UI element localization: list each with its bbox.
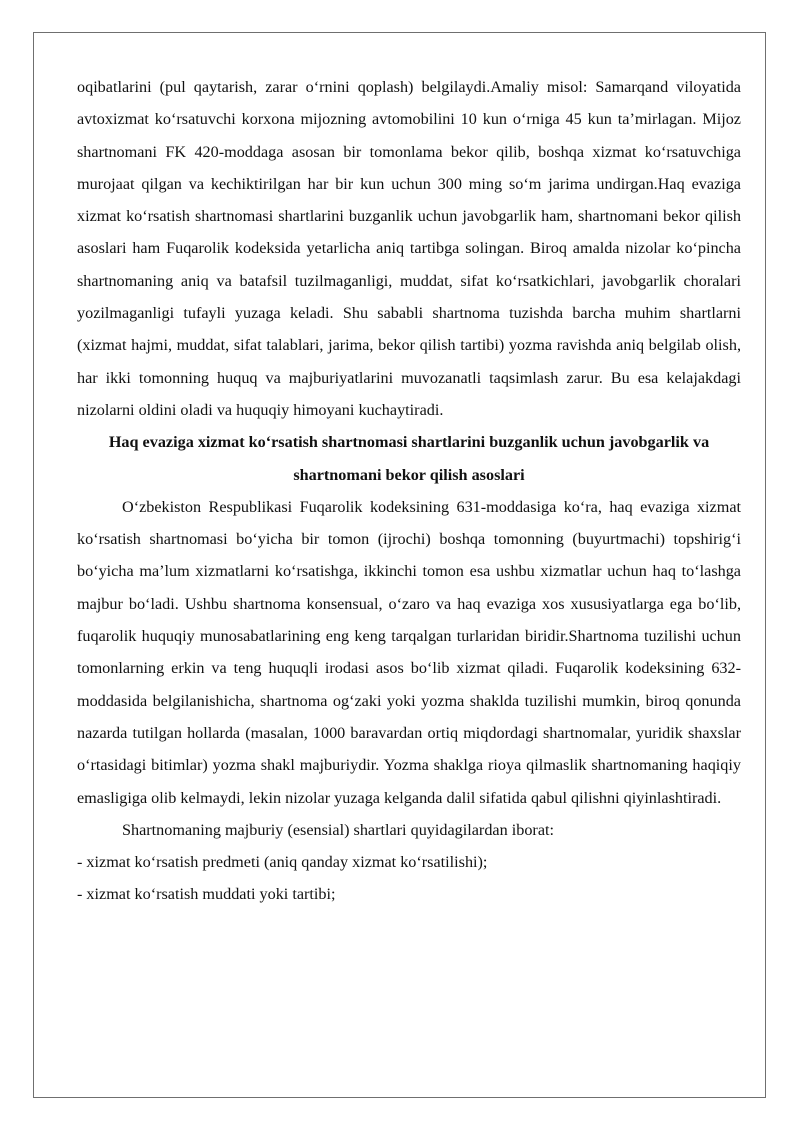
list-item: - xizmat ko‘rsatish predmeti (aniq qanday xizmat ko‘rsatilishi); [77, 853, 488, 872]
conditions-paragraph: Shartnomaning majburiy (esensial) shartlari quyidagilardan iborat: [122, 820, 554, 839]
document-body [77, 71, 741, 911]
conditions-list [77, 846, 741, 911]
intro-paragraph: oqibatlarini (pul qaytarish, zarar o‘rnini qoplash) belgilaydi.Amaliy misol: Samarqand viloyatida avtoxizmat ko‘rsatuvchi korxona mijozning avtomobilini 10 kun o‘rniga 45 kun ta’mirlagan. Mijoz shartnomani FK 420-moddaga asosan bir tomonlama bekor qilib, boshqa xizmat ko‘rsatuvchiga murojaat qilgan va kechiktirilgan har bir kun uchun 300 ming so‘m jarima undirgan.Haq evaziga xizmat ko‘rsatish shartnomasi shartlarini buzganlik uchun javobgarlik ham, shartnomani bekor qilish asoslari ham Fuqarolik kodeksida yetarlicha aniq tartibga solingan. Biroq amalda nizolar ko‘pincha shartnomaning aniq va batafsil tuzilmaganligi, muddat, sifat ko‘rsatkichlari, javobgarlik choralari yozilmaganligi tufayli yuzaga keladi. Shu sababli shartnoma tuzishda barcha muhim shartlarni (xizmat hajmi, muddat, sifat talablari, jarima, bekor qilish tartibi) yozma ravishda aniq belgilab olish, har ikki tomonning huquq va majburiyatlarini muvozanatli taqsimlash zarur. Bu esa kelajakdagi nizolarni oldini oladi va huquqiy himoyani kuchaytiradi. [77, 78, 741, 419]
main-paragraph: O‘zbekiston Respublikasi Fuqarolik kodeksining 631-moddasiga ko‘ra, haq evaziga xizmat ko‘rsatish shartnomasi bo‘yicha bir tomon (ijrochi) boshqa tomonning (buyurtmachi) topshirig‘i bo‘yicha ma’lum xizmatlarni ko‘rsatishga, ikkinchi tomon esa ushbu xizmatlar uchun haq to‘lashga majbur bo‘ladi. Ushbu shartnoma konsensual, o‘zaro va haq evaziga xos xususiyatlarga ega bo‘lib, fuqarolik huquqiy munosabatlarining eng keng tarqalgan turlaridan biridir.Shartnoma tuzilishi uchun tomonlarning erkin va teng huquqli irodasi asos bo‘lib xizmat qiladi. Fuqarolik kodeksining 632-moddasida belgilanishicha, shartnoma og‘zaki yoki yozma shaklda tuzilishi mumkin, biroq qonunda nazarda tutilgan hollarda (masalan, 1000 baravardan ortiq miqdordagi shartnomalar, yuridik shaxslar o‘rtasidagi bitimlar) yozma shakl majburiydir. Yozma shaklga rioya qilmaslik shartnomaning haqiqiy emasligiga olib kelmaydi, lekin nizolar yuzaga kelganda dalil sifatida qabul qilishni qiyinlashtiradi. [77, 497, 741, 807]
list-item: - xizmat ko‘rsatish muddati yoki tartibi; [77, 885, 336, 904]
section-heading: Haq evaziga xizmat ko‘rsatish shartnomasi shartlarini buzganlik uchun javobgarlik va shartnomani bekor qilish asoslari [108, 433, 710, 484]
